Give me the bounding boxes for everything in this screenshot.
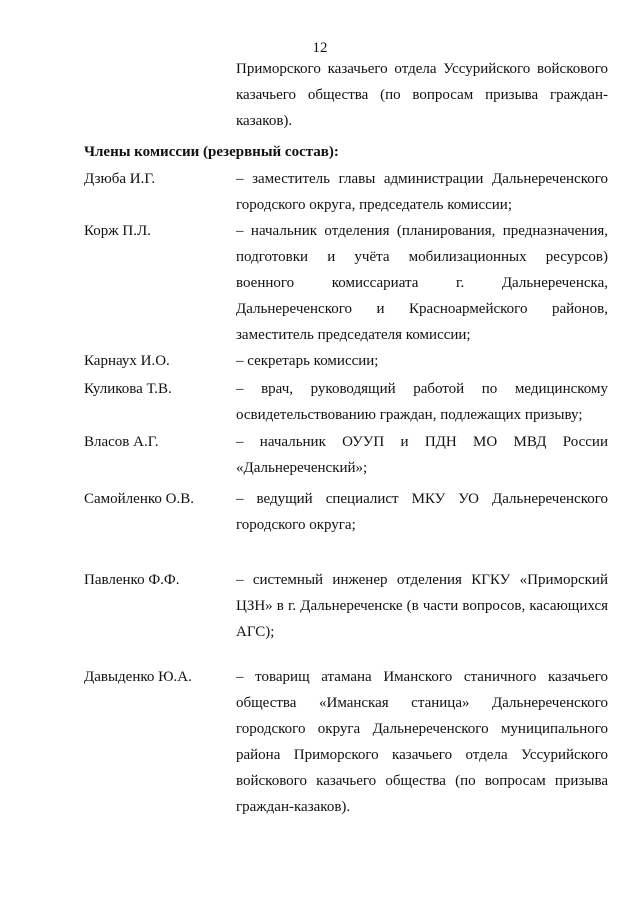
member-name: Давыденко Ю.А.: [84, 669, 192, 685]
member-role: – заместитель главы администрации Дальнереченского городского округа, председатель комиссии;: [236, 171, 608, 213]
member-role: – товарищ атамана Иманского станичного казачьего общества «Иманская станица» Дальнереченского городского округа Дальнереченского муниципального района Приморского казачьего отдела Уссурийского войскового казачьего общества (по вопросам призыва граждан-казаков).: [236, 669, 608, 815]
member-name: Власов А.Г.: [84, 434, 159, 450]
member-role: – начальник ОУУП и ПДН МО МВД России «Дальнереченский»;: [236, 434, 608, 476]
member-role: – врач, руководящий работой по медицинскому освидетельствованию граждан, подлежащих призыву;: [236, 381, 608, 423]
member-name: Дзюба И.Г.: [84, 171, 156, 187]
member-name: Куликова Т.В.: [84, 381, 172, 397]
member-name: Корж П.Л.: [84, 223, 151, 239]
member-role: – начальник отделения (планирования, предназначения, подготовки и учёта мобилизационных ресурсов) военного комиссариата г. Дальнереченска, Дальнереченского и Красноармейского районов, заместитель председателя комиссии;: [236, 223, 608, 343]
member-role: – системный инженер отделения КГКУ «Приморский ЦЗН» в г. Дальнереченске (в части вопросов, касающихся АГС);: [236, 572, 608, 640]
member-role: – секретарь комиссии;: [236, 353, 379, 369]
member-name: Павленко Ф.Ф.: [84, 572, 180, 588]
member-name: Карнаух И.О.: [84, 353, 170, 369]
member-name: Самойленко О.В.: [84, 491, 194, 507]
continuation-text: Приморского казачьего отдела Уссурийского войскового казачьего общества (по вопросам призыва граждан-казаков).: [236, 61, 608, 129]
member-role: – ведущий специалист МКУ УО Дальнереченского городского округа;: [236, 491, 608, 533]
section-title: Члены комиссии (резервный состав):: [84, 144, 339, 160]
page-number: 12: [312, 40, 328, 56]
